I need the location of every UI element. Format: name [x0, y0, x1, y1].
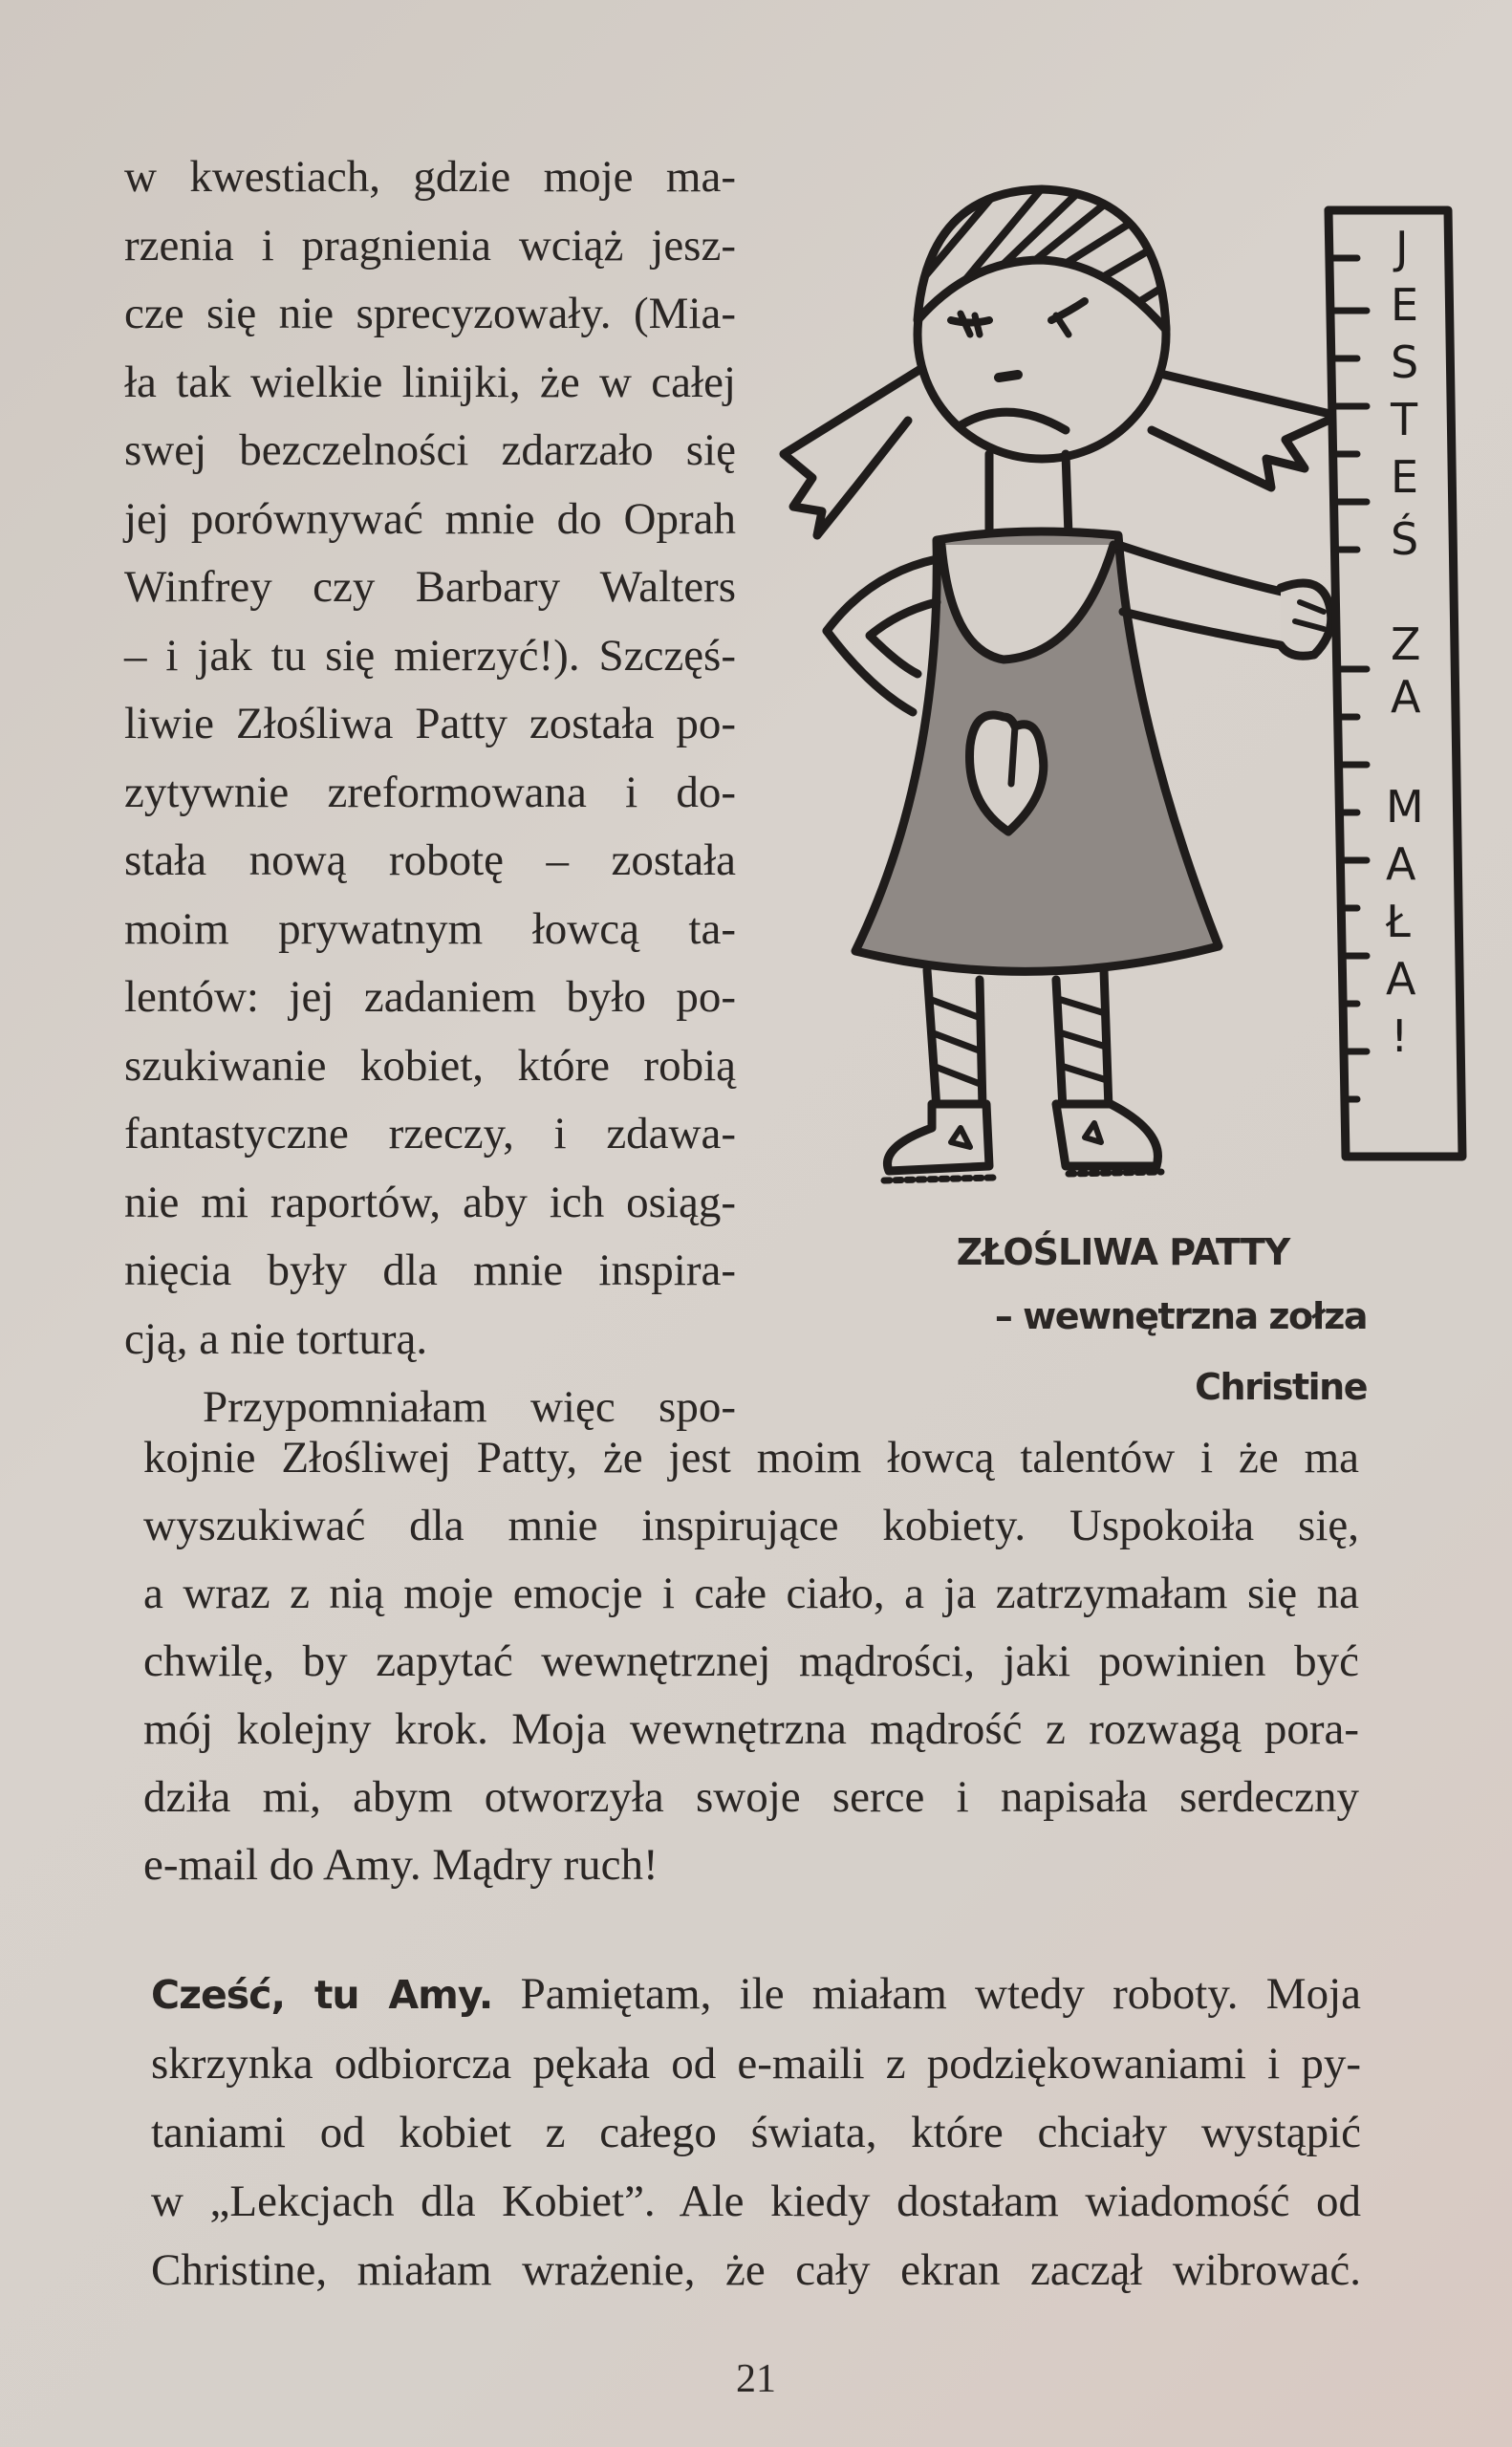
left-pigtail [784, 368, 922, 535]
ruler-letter: A [1386, 838, 1416, 890]
text-line: taniami od kobiet z całego świata, które chciały wystąpić [151, 2108, 1361, 2157]
patty-drawing [765, 153, 1481, 1224]
ruler-letter: ! [1391, 1010, 1409, 1062]
text-line: jej porównywać mnie do Oprah [124, 493, 736, 544]
text-line: stała nową robotę – została [124, 835, 736, 885]
text-line [151, 1960, 1361, 2029]
caption-title: ZŁOŚLIWA PATTY [956, 1231, 1290, 1273]
amy-section [151, 1960, 1361, 2305]
ruler-letter: Ś [1391, 513, 1419, 565]
text-line: szukiwanie kobiet, które robią [124, 1040, 736, 1091]
ruler-letter: E [1391, 279, 1419, 331]
text-line: nie mi raportów, aby ich osiąg- [124, 1177, 736, 1227]
text-line: moim prywatnym łowcą ta- [124, 903, 736, 954]
text-line: swej bezczelności zdarzało się [124, 425, 736, 475]
text-line: w „Lekcjach dla Kobiet”. Ale kiedy dostałam wiadomość od [151, 2176, 1361, 2226]
text-line: w kwestiach, gdzie moje ma- [124, 152, 736, 202]
amy-lead-in: Cześć, tu Amy. [151, 1972, 493, 2018]
text-line: Winfrey czy Barbary Walters [124, 562, 736, 612]
text-line: dziła mi, abym otworzyła swoje serce i napisała serdeczny [143, 1772, 1359, 1822]
ruler-letter: T [1391, 394, 1418, 445]
ruler-letter: M [1386, 781, 1424, 833]
ruler-letter: Z [1391, 618, 1421, 670]
ruler-letter: A [1386, 953, 1416, 1005]
left-shoe [887, 1104, 989, 1171]
patty-illustration [765, 153, 1481, 1224]
illustration-caption [841, 1224, 1376, 1422]
text-line: lentów: jej zadaniem było po- [124, 972, 736, 1022]
text-line: skrzynka odbiorcza pękała od e-maili z podziękowaniami i py- [151, 2039, 1361, 2089]
text-line: – i jak tu się mierzyć!). Szczęś- [124, 630, 736, 681]
left-column-text [124, 143, 736, 1442]
text-line: ła tak wielkie linijki, że w całej [124, 357, 736, 407]
right-shoe [1056, 1104, 1157, 1166]
text-line: rzenia i pragnienia wciąż jesz- [124, 220, 736, 271]
ruler-letter: A [1391, 671, 1421, 723]
text-line: mój kolejny krok. Moja wewnętrzna mądrość z rozwagą pora- [143, 1704, 1359, 1754]
text-line: fantastyczne rzeczy, i zdawa- [124, 1109, 736, 1159]
text-line: cją, a nie torturą. [124, 1313, 428, 1364]
text-line: zytywnie zreformowana i do- [124, 767, 736, 817]
text-line: a wraz z nią moje emocje i całe ciało, a ja zatrzymałam się na [143, 1569, 1359, 1618]
text-line: e-mail do Amy. Mądry ruch! [143, 1840, 659, 1890]
text-line: chwilę, by zapytać wewnętrznej mądrości, jaki powinien być [143, 1636, 1359, 1686]
paragraph-start-line: Przypomniałam więc spo- [203, 1382, 736, 1432]
text-fragment: Pamiętam, ile miałam wtedy roboty. Moja [520, 1969, 1361, 2019]
text-line: cze się nie sprecyzowały. (Mia- [124, 289, 736, 338]
full-width-paragraph [143, 1424, 1359, 1899]
caption-subtitle: – wewnętrzna zołza Christine [994, 1295, 1367, 1408]
text-line: nięcia były dla mnie inspira- [124, 1245, 736, 1295]
ruler-letter: Ł [1386, 896, 1411, 947]
text-line: kojnie Złośliwej Patty, że jest moim łowcą talentów i że ma [143, 1433, 1359, 1483]
text-line: wyszukiwać dla mnie inspirujące kobiety. Uspokoiła się, [143, 1501, 1359, 1550]
ruler-letter: J [1395, 222, 1409, 273]
text-line: Christine, miałam wrażenie, że cały ekran zaczął wibrować. [151, 2245, 1361, 2295]
ruler-letter: E [1391, 451, 1419, 503]
ruler-letter: S [1391, 336, 1419, 388]
text-line: liwie Złośliwa Patty została po- [124, 699, 736, 748]
page-number: 21 [736, 2357, 776, 2401]
right-pigtail [1152, 373, 1338, 487]
